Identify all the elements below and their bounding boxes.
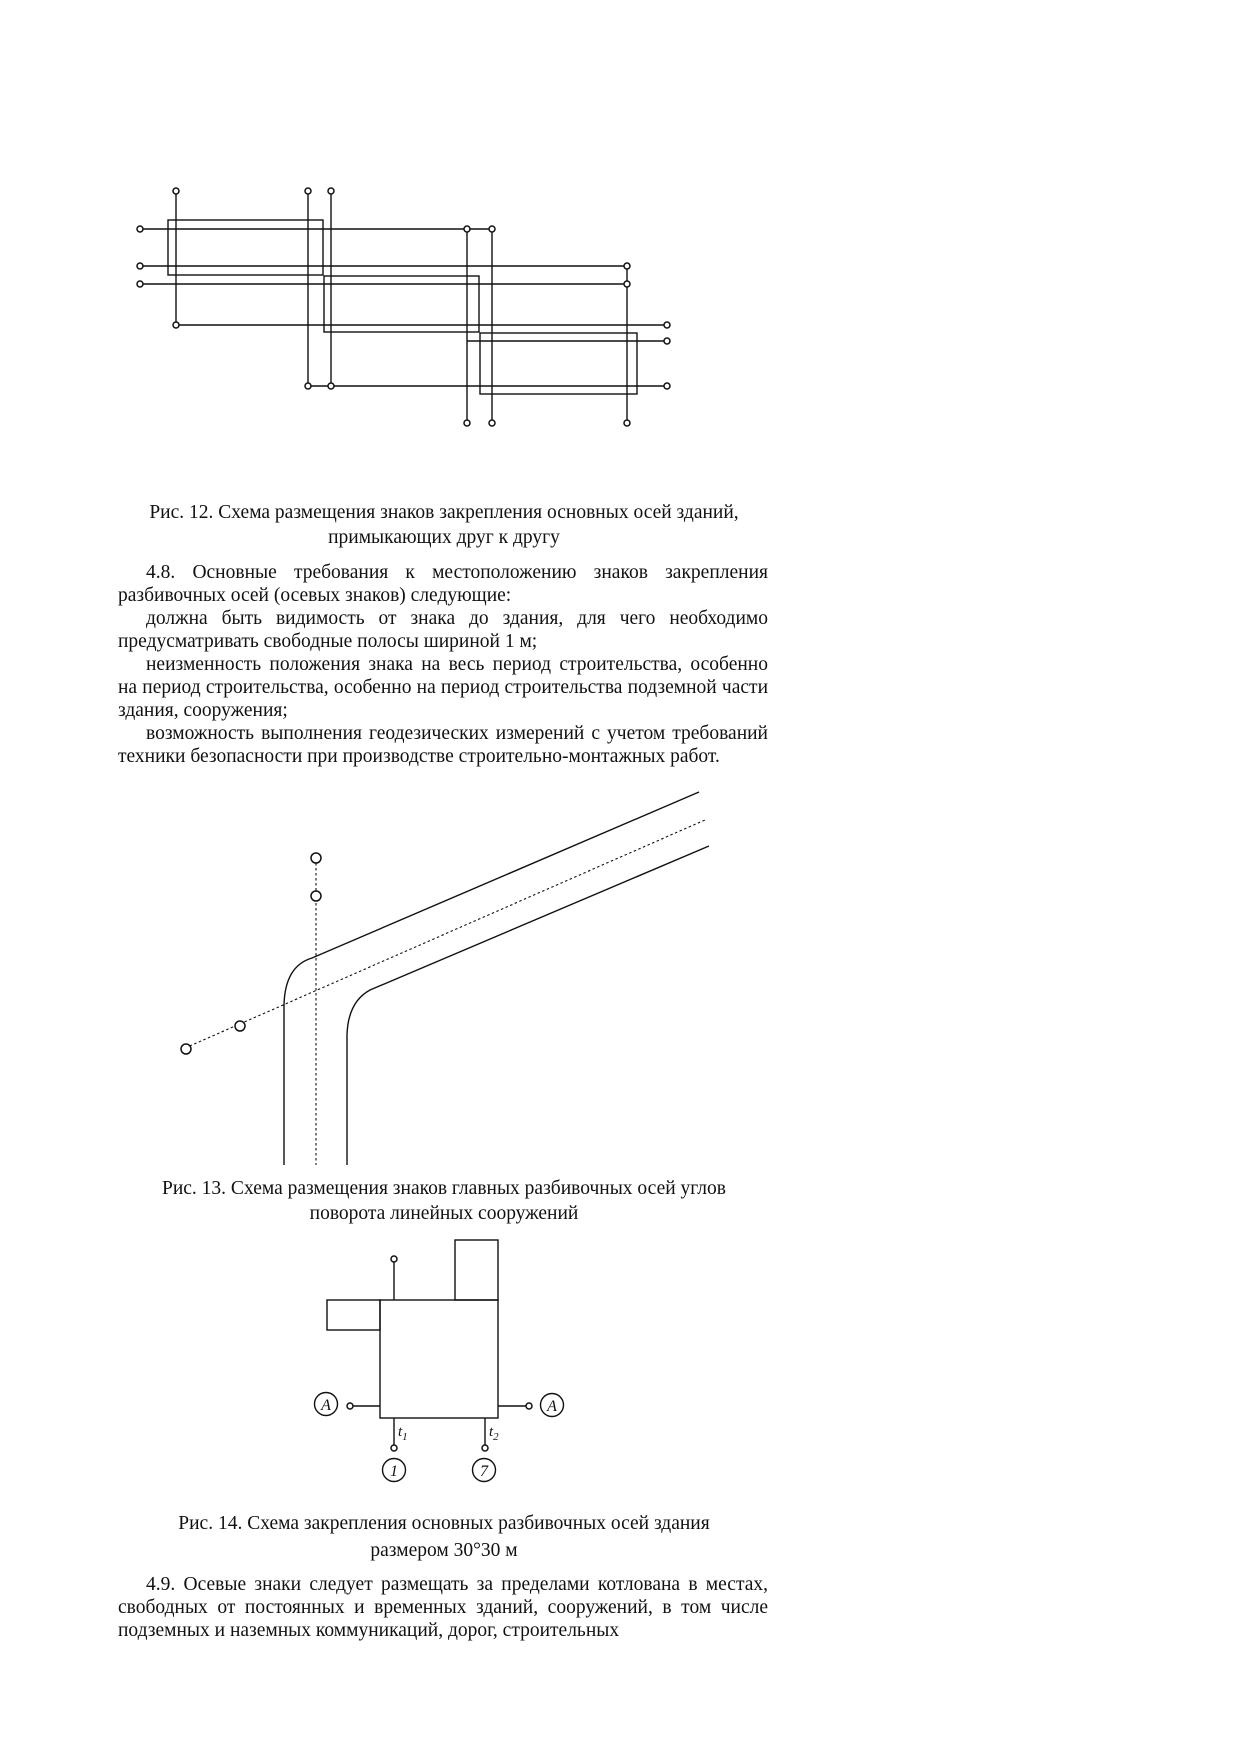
caption-line: Рис. 12. Схема размещения знаков закрепления основных осей зданий,: [149, 502, 739, 523]
building-1: [168, 220, 323, 275]
paragraph: должна быть видимость от знака до здания, для чего необходимо предусматривать свободные полосы шириной 1 м;: [118, 608, 768, 652]
axis-mark: [311, 853, 321, 863]
axis-mark: [137, 281, 143, 287]
caption-line: Рис. 13. Схема размещения знаков главных разбивочных осей углов: [162, 1178, 726, 1199]
axis-mark: [328, 188, 334, 194]
caption-line: поворота линейных сооружений: [309, 1203, 579, 1224]
caption-line: примыкающих друг к другу: [328, 527, 560, 548]
paragraph: возможность выполнения геодезических измерений с учетом требований техники безопасности при производстве строительно-монтажных работ.: [118, 723, 768, 767]
axis-mark: [526, 1403, 532, 1409]
axis-mark: [664, 383, 670, 389]
distance-label-t2: $t_2$: [489, 1424, 499, 1443]
axis-label-7: 7: [480, 1463, 488, 1480]
axis-mark: [464, 420, 470, 426]
building: [380, 1300, 498, 1418]
axis-mark: [391, 1256, 397, 1262]
figure-13-caption: [118, 1176, 770, 1226]
axis-mark: [137, 226, 143, 232]
structure-edge: [347, 846, 709, 1165]
axis-mark: [664, 338, 670, 344]
axis-mark: [391, 1445, 397, 1451]
axis-mark: [482, 1445, 488, 1451]
axis-mark: [181, 1044, 191, 1054]
axis-mark: [235, 1021, 245, 1031]
axis-mark: [624, 281, 630, 287]
building-annex: [327, 1300, 380, 1330]
axis-mark: [489, 226, 495, 232]
figure-14-diagram: [300, 1230, 590, 1490]
axis-mark: [173, 188, 179, 194]
caption-line: размером 30°30 м: [370, 1540, 518, 1561]
section-4-8: [118, 561, 768, 768]
axis-label-a-right: А: [547, 1398, 557, 1415]
axis-mark: [328, 383, 334, 389]
building-annex: [455, 1240, 498, 1300]
section-4-9: [118, 1573, 768, 1642]
figure-12-diagram: [120, 170, 680, 440]
figure-12-caption: [118, 500, 770, 550]
structure-edge: [284, 792, 699, 1165]
paragraph: неизменность положения знака на весь период строительства, особенно на период строительства, особенно на период строительства подземной части здания, сооружения;: [118, 654, 768, 721]
axis-mark: [347, 1403, 353, 1409]
axis-mark: [305, 188, 311, 194]
caption-line: Рис. 14. Схема закрепления основных разбивочных осей здания: [178, 1513, 710, 1534]
axis-mark: [311, 891, 321, 901]
axis-mark: [664, 322, 670, 328]
figure-14-caption: [118, 1510, 770, 1564]
building-3: [480, 333, 637, 394]
axis-mark: [489, 420, 495, 426]
axis-mark: [624, 420, 630, 426]
distance-label-t1: $t_1$: [398, 1424, 408, 1443]
main-axis: [185, 820, 705, 1048]
axis-mark: [464, 226, 470, 232]
axis-mark: [173, 322, 179, 328]
axis-label-1: 1: [390, 1463, 398, 1480]
axis-mark: [624, 263, 630, 269]
axis-mark: [305, 383, 311, 389]
figure-13-diagram: [170, 785, 720, 1170]
axis-mark: [137, 263, 143, 269]
paragraph: 4.9. Осевые знаки следует размещать за пределами котлована в местах, свободных от постоянных и временных зданий, сооружений, в том числе подземных и наземных коммуникаций, дорог, строительных: [118, 1574, 768, 1641]
paragraph: 4.8. Основные требования к местоположению знаков закрепления разбивочных осей (осевых знаков) следующие:: [118, 562, 768, 606]
axis-label-a-left: А: [321, 1397, 331, 1414]
